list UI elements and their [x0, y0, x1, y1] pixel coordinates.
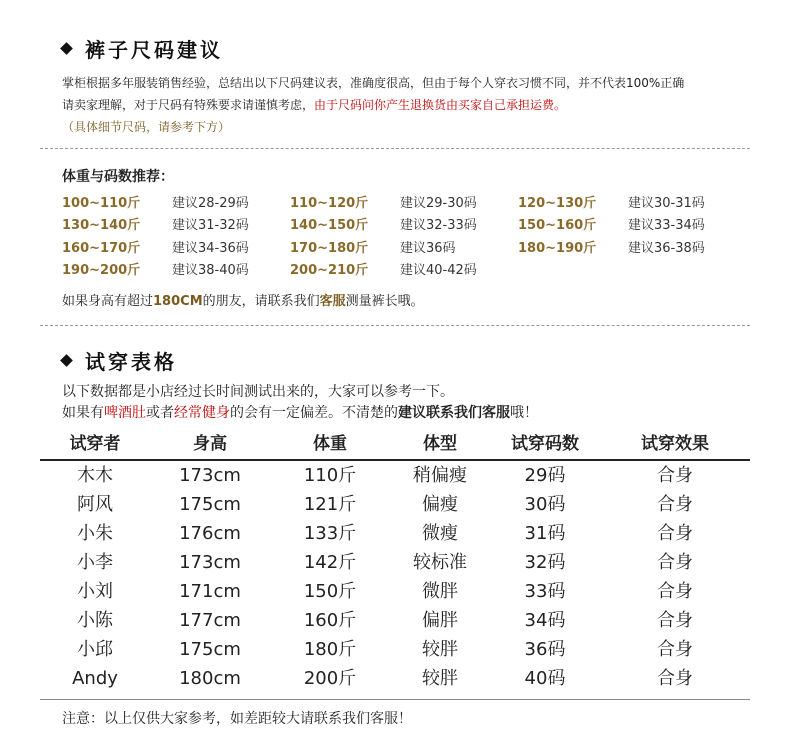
table-cell: 合身 — [657, 639, 693, 660]
table-cell: 176cm — [179, 523, 241, 544]
table-cell: 121斤 — [303, 494, 357, 515]
table-cell: 合身 — [657, 523, 693, 544]
table-cell: 200斤 — [303, 668, 357, 689]
table-cell: 木木 — [77, 465, 113, 486]
tall-note-text: 的朋友，请联系我们 — [202, 294, 320, 309]
tall-note-text: 测量裤长哦。 — [345, 294, 424, 309]
weight-range: 150~160斤 — [518, 218, 597, 234]
table-cell: 150斤 — [303, 581, 357, 602]
table-bottom-rule — [40, 699, 750, 700]
table-cell: 40码 — [524, 668, 566, 689]
table-cell: 180cm — [179, 668, 241, 689]
table-cell: 175cm — [179, 639, 241, 660]
size-suggestion: 建议31-32码 — [172, 218, 249, 234]
table-cell: 偏胖 — [422, 610, 458, 631]
diamond-bullet-icon — [60, 42, 73, 55]
fitting-intro-2 — [62, 402, 538, 422]
table-header-cell: 试穿者 — [69, 434, 121, 454]
table-cell: 180斤 — [303, 639, 357, 660]
weight-range: 190~200斤 — [62, 262, 141, 278]
tall-note-text: 如果身高有超过 — [62, 294, 154, 309]
beer-belly-label: 啤酒肚 — [104, 405, 146, 421]
table-row — [40, 577, 750, 606]
gym-label: 经常健身 — [174, 405, 230, 421]
table-cell: 阿风 — [77, 494, 113, 515]
table-cell: 偏瘦 — [422, 494, 458, 515]
table-cell: 173cm — [179, 552, 241, 573]
divider — [40, 325, 750, 326]
fitting-intro-text: 如果有 — [62, 405, 104, 421]
table-header-cell: 试穿码数 — [511, 434, 579, 454]
table-cell: 小陈 — [77, 610, 113, 631]
weight-range: 160~170斤 — [62, 240, 141, 256]
detail-note: （具体细节尺码，请参考下方） — [62, 120, 231, 134]
table-header-cell: 体重 — [313, 434, 347, 454]
table-cell: 34码 — [524, 610, 566, 631]
table-cell: 合身 — [657, 494, 693, 515]
table-cell: 177cm — [179, 610, 241, 631]
weight-range: 140~150斤 — [290, 218, 369, 234]
weight-size-grid — [62, 192, 742, 281]
table-header — [40, 430, 750, 461]
weight-range: 120~130斤 — [518, 196, 597, 211]
customer-service-label: 客服 — [319, 294, 346, 309]
fitting-intro-text: 的会有一定偏差。不清楚的 — [230, 405, 398, 421]
size-suggestion: 建议30-31码 — [628, 196, 705, 211]
table-cell: 160斤 — [303, 610, 357, 631]
table-body — [40, 461, 750, 693]
table-cell: Andy — [72, 668, 118, 689]
divider — [40, 148, 750, 149]
intro-line-2-text: 请卖家理解，对于尺码有特殊要求请谨慎考虑， — [62, 98, 315, 112]
table-cell: 合身 — [657, 581, 693, 602]
table-cell: 微瘦 — [422, 523, 458, 544]
table-header-cell: 试穿效果 — [641, 434, 709, 454]
table-row — [40, 635, 750, 664]
weight-range: 170~180斤 — [290, 240, 369, 256]
size-suggestion: 建议28-29码 — [172, 196, 249, 211]
table-cell: 171cm — [179, 581, 241, 602]
table-cell: 小朱 — [77, 523, 113, 544]
table-row — [40, 606, 750, 635]
table-cell: 较胖 — [422, 639, 458, 660]
intro-line-2 — [62, 96, 566, 113]
table-cell: 175cm — [179, 494, 241, 515]
table-cell: 小刘 — [77, 581, 113, 602]
weight-range: 200~210斤 — [290, 262, 369, 278]
table-cell: 30码 — [524, 494, 566, 515]
table-cell: 29码 — [524, 465, 566, 486]
table-row — [40, 664, 750, 693]
weight-range: 110~120斤 — [290, 196, 369, 211]
size-suggestion: 建议38-40码 — [172, 262, 249, 278]
size-suggestion: 建议32-33码 — [400, 218, 477, 234]
table-cell: 133斤 — [303, 523, 357, 544]
table-row — [40, 461, 750, 490]
size-suggestion: 建议36-38码 — [628, 240, 705, 256]
fitting-intro-1: 以下数据都是小店经过长时间测试出来的，大家可以参考一下。 — [62, 384, 454, 400]
table-cell: 32码 — [524, 552, 566, 573]
table-cell: 31码 — [524, 523, 566, 544]
table-row — [40, 548, 750, 577]
table-cell: 142斤 — [303, 552, 357, 573]
size-suggestion: 建议29-30码 — [400, 196, 477, 211]
weight-range: 130~140斤 — [62, 218, 141, 234]
intro-line-1: 掌柜根据多年服装销售经验，总结出以下尺码建议表，准确度很高，但由于每个人穿衣习惯不同，并不代表100%正确 — [62, 76, 685, 90]
table-header-cell: 体型 — [423, 434, 457, 454]
intro-line-2-warning: 由于尺码问你产生退换货由买家自己承担运费。 — [314, 98, 567, 112]
weight-heading: 体重与码数推荐： — [62, 169, 174, 185]
size-suggestion: 建议40-42码 — [400, 262, 477, 278]
table-cell: 173cm — [179, 465, 241, 486]
fitting-table-title — [62, 346, 177, 375]
footer-note: 注意：以上仅供大家参考，如差距较大请联系我们客服！ — [62, 711, 412, 727]
fitting-table — [40, 430, 750, 700]
table-row — [40, 490, 750, 519]
table-cell: 较标准 — [413, 552, 467, 573]
fitting-table-title-text: 试穿表格 — [85, 350, 177, 374]
table-cell: 小李 — [77, 552, 113, 573]
size-advice-title-text: 裤子尺码建议 — [85, 38, 223, 62]
fitting-intro-text: 哦！ — [510, 405, 538, 421]
tall-note — [62, 290, 424, 309]
size-advice-title — [62, 34, 223, 63]
size-suggestion: 建议36码 — [400, 240, 456, 256]
table-cell: 33码 — [524, 581, 566, 602]
table-cell: 合身 — [657, 552, 693, 573]
weight-range: 100~110斤 — [62, 196, 141, 211]
size-suggestion: 建议34-36码 — [172, 240, 249, 256]
table-cell: 稍偏瘦 — [413, 465, 467, 486]
table-cell: 较胖 — [422, 668, 458, 689]
table-cell: 合身 — [657, 668, 693, 689]
table-cell: 微胖 — [422, 581, 458, 602]
fitting-intro-text: 或者 — [146, 405, 174, 421]
table-cell: 110斤 — [303, 465, 357, 486]
contact-service-label: 建议联系我们客服 — [398, 405, 510, 421]
table-row — [40, 519, 750, 548]
tall-height: 180CM — [153, 294, 203, 309]
table-cell: 合身 — [657, 465, 693, 486]
table-cell: 合身 — [657, 610, 693, 631]
table-cell: 36码 — [524, 639, 566, 660]
weight-range: 180~190斤 — [518, 240, 597, 256]
diamond-bullet-icon — [60, 354, 73, 367]
table-cell: 小邱 — [77, 639, 113, 660]
size-suggestion: 建议33-34码 — [628, 218, 705, 234]
table-header-cell: 身高 — [193, 434, 227, 454]
